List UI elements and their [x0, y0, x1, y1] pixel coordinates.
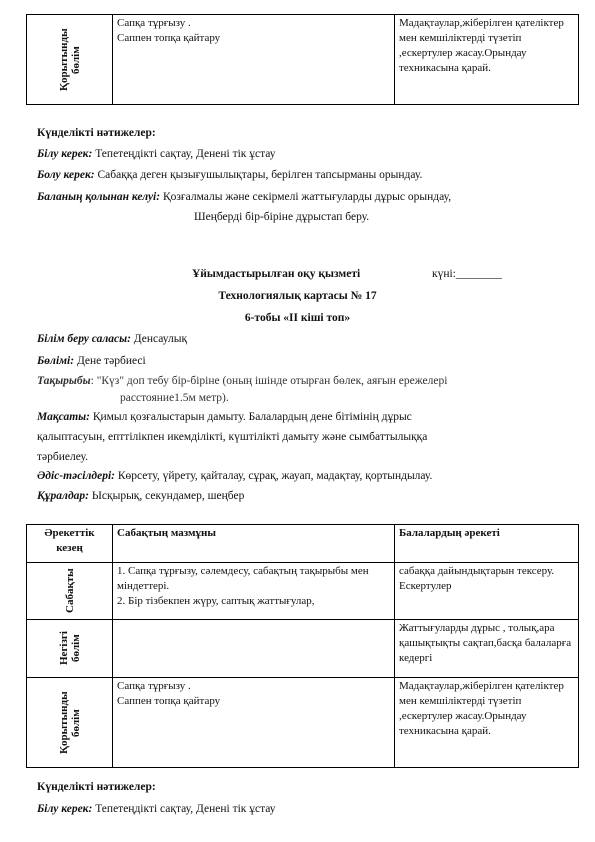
- results-heading-2: Күнделікті нәтижелер:: [37, 781, 156, 793]
- goal-line-3: тәрбиелеу.: [37, 451, 89, 463]
- tools-text: Ысқырық, секундамер, шеңбер: [89, 490, 245, 502]
- action-text: сабаққа дайындықтарын тексеру. Ескертулер: [399, 565, 555, 592]
- goal-line-2: қалыптасуын, епттілікпен икемділікті, күштілікті дамыту және сымбаттылыққа: [37, 431, 428, 443]
- header-content: Сабақтың мазмұны: [113, 525, 395, 563]
- goal-line: [37, 408, 412, 426]
- section-text: Дене тәрбиесі: [74, 355, 146, 367]
- area-line: [37, 330, 187, 348]
- tools-line: [37, 487, 244, 505]
- main-table: [26, 524, 579, 768]
- goal-label: Мақсаты:: [37, 411, 90, 423]
- stage-cell-intro: [27, 563, 113, 620]
- group-title: 6-тобы «II кіші топ»: [244, 312, 351, 324]
- stage-cell-conclusion: [27, 15, 113, 105]
- know-text: Тепетеңдікті сақтау, Денені тік ұстау: [92, 148, 276, 160]
- content-cell: [113, 678, 395, 768]
- stage-cell-main: [27, 620, 113, 678]
- action-cell: Мадақтаулар,жіберілген қателіктер мен кемшіліктерді түзетіп ,ескертулер жасау.Орындау техникасына қарай.: [395, 15, 579, 105]
- know-label: Білу керек:: [37, 803, 93, 815]
- content-text: Сапқа тұрғызу . Саппен топқа қайтару: [117, 680, 221, 707]
- header-stage: Әрекеттік кезең: [27, 525, 113, 563]
- date-field: күні:________: [432, 268, 502, 280]
- know-line-2: [37, 800, 276, 818]
- can-text: Қозғалмалы және секірмелі жаттығуларды дұрыс орындау,: [160, 191, 452, 203]
- tools-label: Құралдар:: [37, 490, 89, 502]
- be-text: Сабаққа деген қызығушылықтары, берілген тапсырманы орындау.: [94, 169, 423, 181]
- can-line-2: Шеңберді бір-біріне дұрыстап беру.: [194, 211, 370, 223]
- content-cell: [113, 620, 395, 678]
- action-cell: Мадақтаулар,жіберілген қателіктер мен кемшіліктерді түзетіп ,ескертулер жасау.Орындау техникасына қарай.: [395, 678, 579, 768]
- header-action: Балалардың әрекеті: [395, 525, 579, 563]
- stage-label: Қорытынды бөлім: [57, 28, 82, 91]
- content-cell: [113, 15, 395, 105]
- know-text: Тепетеңдікті сақтау, Денені тік ұстау: [92, 803, 276, 815]
- methods-line: [37, 467, 432, 485]
- action-text: Жаттығуларды дұрыс , толық,ара қашықтықты сақтап,басқа балаларға кедергі: [399, 622, 572, 664]
- stage-cell-conclusion: [27, 678, 113, 768]
- area-text: Денсаулық: [130, 333, 188, 345]
- results-heading: Күнделікті нәтижелер:: [37, 127, 156, 139]
- stage-label: Негізгі бөлім: [57, 631, 82, 666]
- content-line: Саппен топқа қайтару: [117, 32, 221, 44]
- top-table: [26, 14, 579, 105]
- can-line: [37, 188, 451, 206]
- content-cell: [113, 563, 395, 620]
- topic-line-2: расстояние1.5м метр).: [120, 392, 229, 404]
- goal-text: Қимыл қозғалыстарын дамыту. Балалардың дене бітімінің дұрыс: [89, 411, 412, 423]
- content-line: Сапқа тұрғызу .: [117, 17, 191, 29]
- stage-label: Қорытынды бөлім: [57, 691, 82, 754]
- topic-text: : "Күз" доп тебу бір-біріне (оның ішінде отырған бөлек, аяғын ережелері: [90, 375, 448, 387]
- techmap-title: Технологиялық картасы № 17: [218, 290, 377, 302]
- topic-label: Тақырыбы: [37, 375, 91, 387]
- section-label: Бөлімі:: [37, 355, 75, 367]
- stage-label: Сабақты: [63, 568, 76, 614]
- know-line: [37, 145, 276, 163]
- know-label: Білу керек:: [37, 148, 93, 160]
- topic-line: [37, 372, 447, 390]
- activity-title: Ұйымдастырылған оқу қызметі: [192, 268, 361, 280]
- action-cell: [395, 563, 579, 620]
- section-line: [37, 352, 146, 370]
- area-label: Білім беру саласы:: [37, 333, 131, 345]
- action-cell: [395, 620, 579, 678]
- can-label: Баланың қолынан келуі:: [37, 191, 161, 203]
- be-line: [37, 166, 422, 184]
- be-label: Болу керек:: [37, 169, 95, 181]
- methods-text: Көрсету, үйрету, қайталау, сұрақ, жауап, мадақтау, қортындылау.: [114, 470, 433, 482]
- methods-label: Әдіс-тәсілдері:: [37, 470, 115, 482]
- content-text: 1. Сапқа тұрғызу, сәлемдесу, сабақтың тақырыбы мен міндеттері. 2. Бір тізбекпен жүру, саптық жаттығулар,: [117, 565, 369, 607]
